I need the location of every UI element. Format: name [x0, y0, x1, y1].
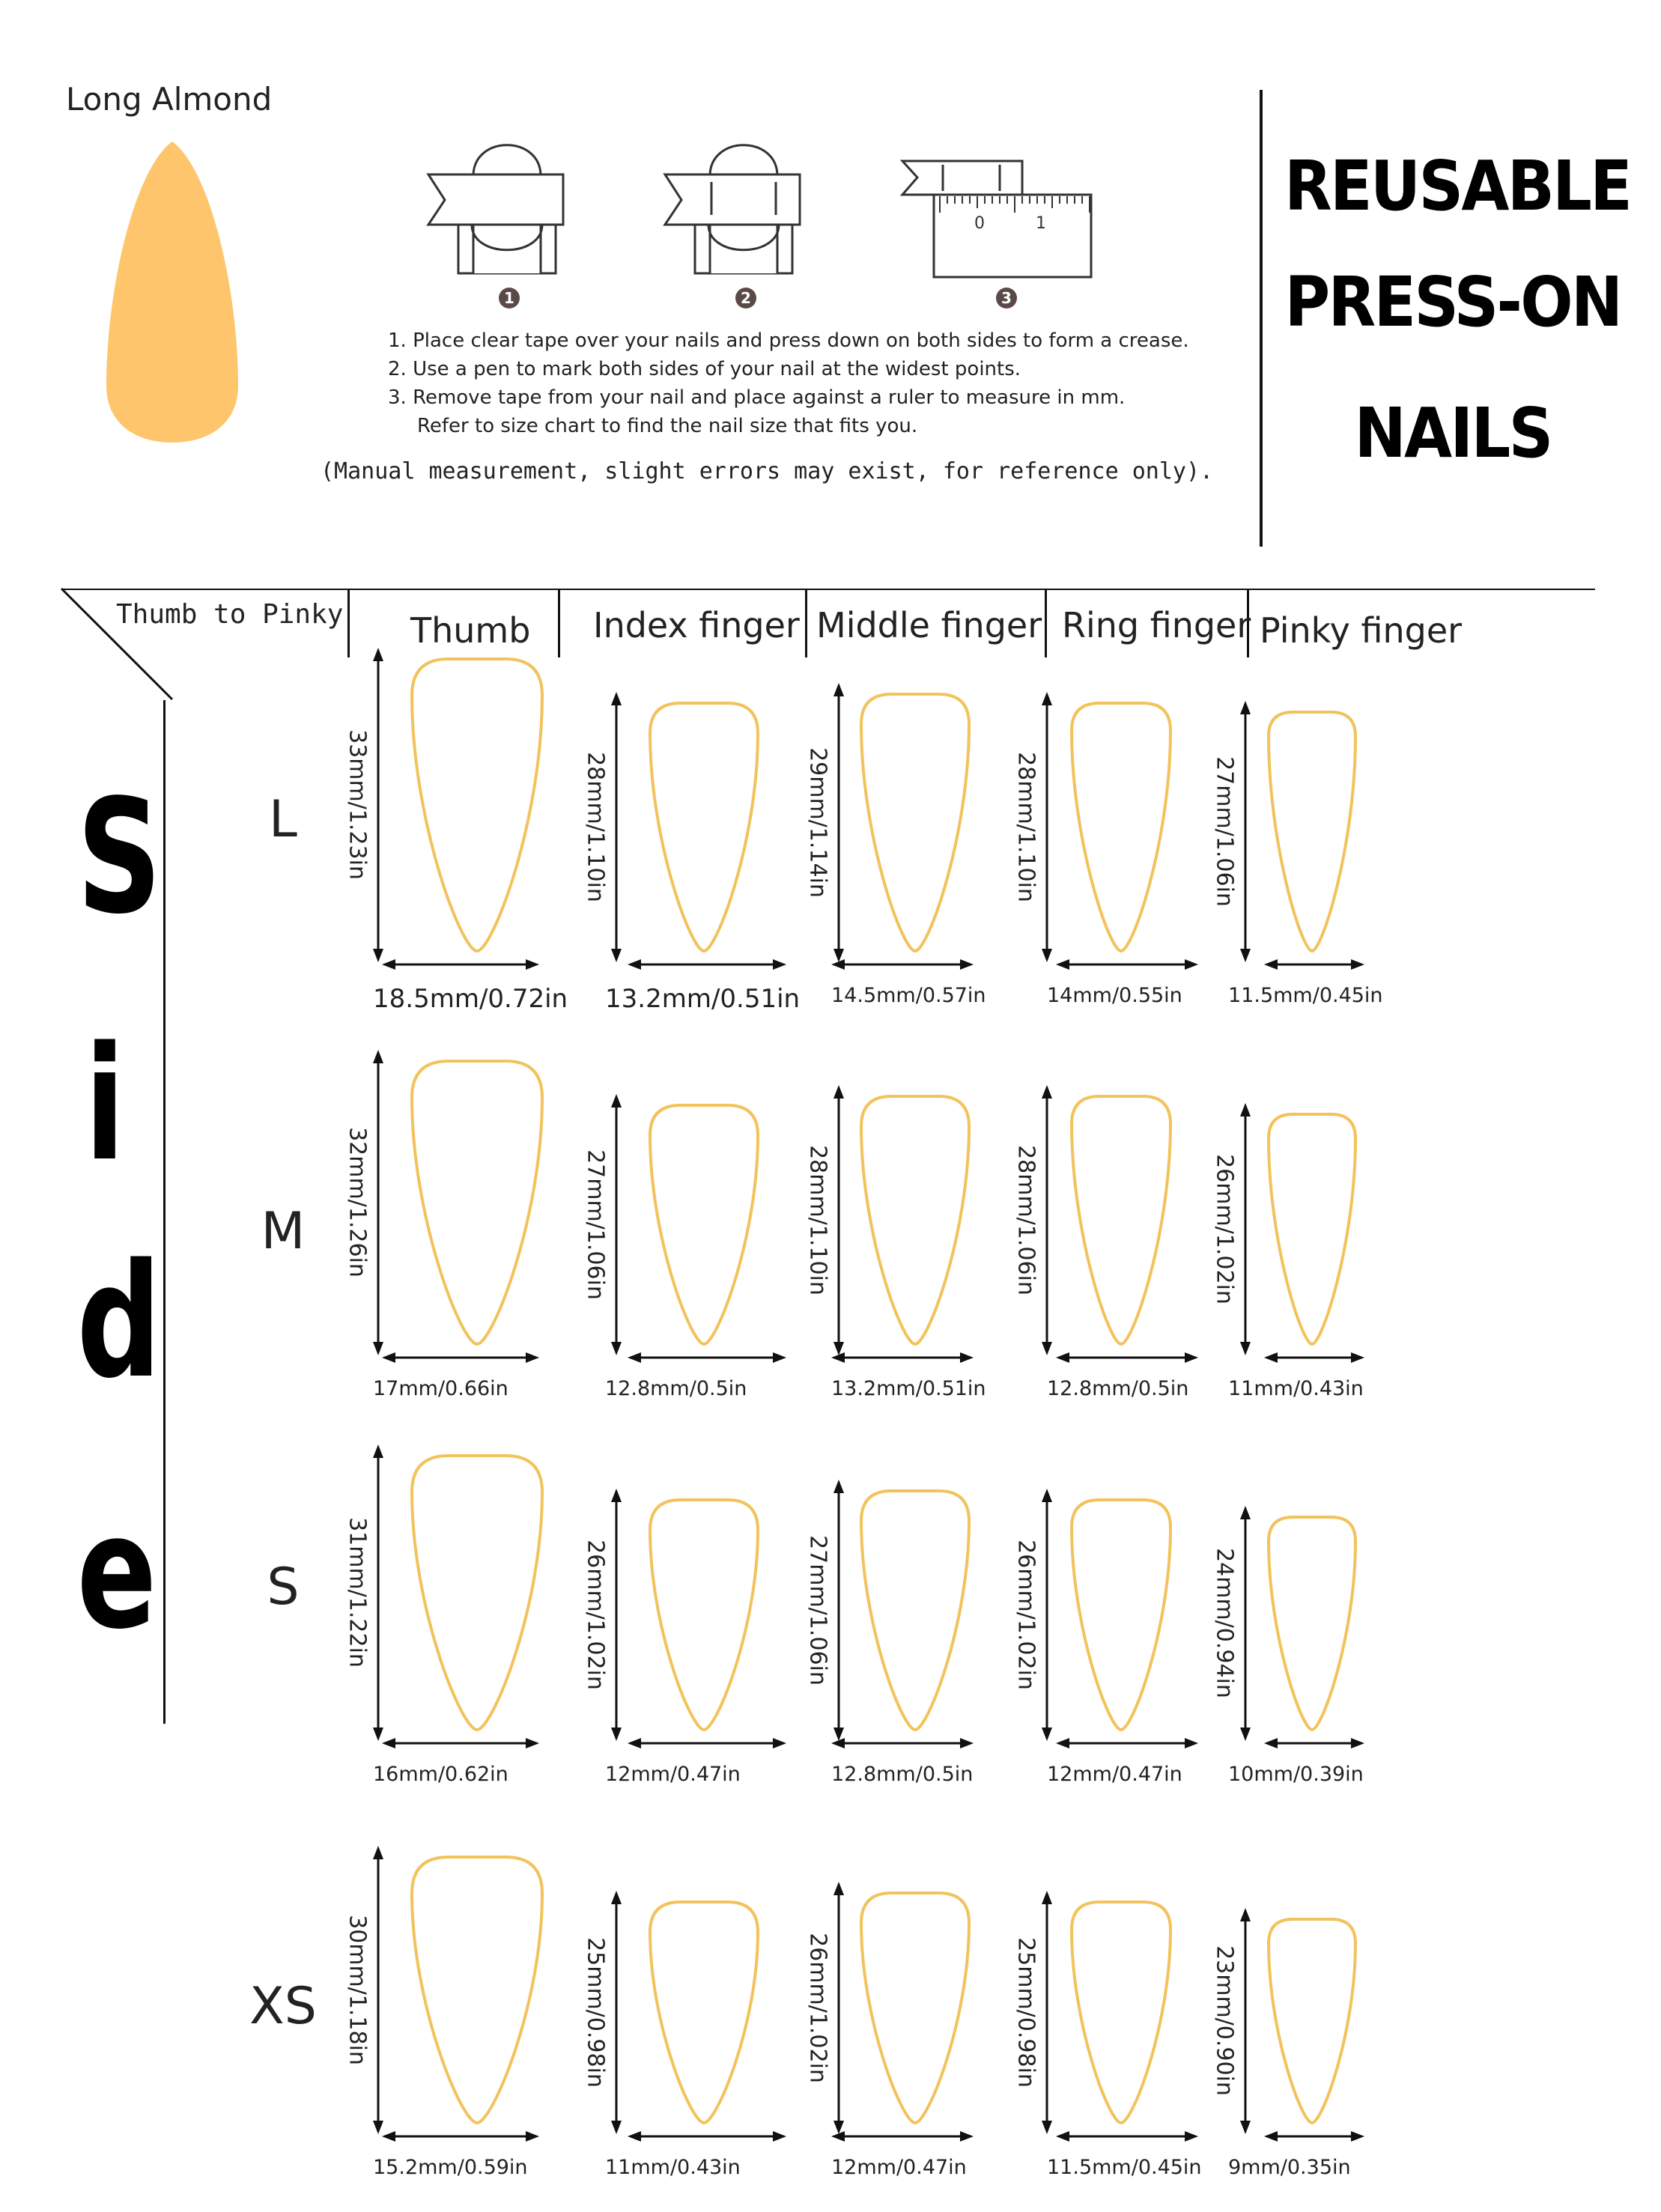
step-number-2: 2 — [735, 288, 756, 309]
width-label: 11.5mm/0.45in — [1228, 984, 1383, 1007]
step-1-diagram — [428, 131, 571, 277]
length-arrow — [605, 1891, 628, 2134]
length-label: 28mm/1.10in — [1012, 751, 1039, 902]
side-letter-e: e — [76, 1480, 157, 1664]
shape-name: Long Almond — [66, 81, 273, 118]
instruction-line-1: 1. Place clear tape over your nails and press down on both sides to form a crease. — [388, 329, 1189, 352]
length-label: 25mm/0.98in — [582, 1936, 609, 2088]
width-label: 17mm/0.66in — [373, 1377, 508, 1400]
instruction-line-3: 3. Remove tape from your nail and place against a ruler to measure in mm. — [388, 386, 1126, 409]
length-arrow — [605, 692, 628, 962]
width-arrow — [831, 1734, 974, 1752]
step-3-ruler-diagram — [902, 154, 1097, 281]
nail-outline-m-pinky — [1265, 1110, 1359, 1348]
column-separator — [1045, 589, 1047, 657]
length-label: 26mm/1.02in — [582, 1539, 609, 1690]
nail-outline-xs-thumb — [408, 1853, 546, 2127]
ruler-tick-0: 0 — [974, 214, 985, 233]
step-2-diagram — [665, 131, 807, 277]
width-arrow — [1264, 2127, 1364, 2145]
side-letter-s: S — [76, 765, 162, 949]
column-header-middle: Middle finger — [816, 605, 1042, 645]
length-label: 26mm/1.02in — [1211, 1153, 1238, 1304]
width-arrow — [1056, 1734, 1198, 1752]
nail-outline-s-index — [646, 1496, 762, 1734]
width-label: 16mm/0.62in — [373, 1763, 508, 1786]
length-label: 24mm/0.94in — [1211, 1548, 1238, 1698]
title-line-2: PRESS-ON — [1284, 262, 1621, 342]
length-label: 33mm/1.23in — [344, 729, 371, 880]
width-label: 12.8mm/0.5in — [831, 1763, 974, 1786]
width-arrow — [382, 2127, 539, 2145]
title-line-1: REUSABLE — [1284, 146, 1631, 226]
nail-outline-m-ring — [1068, 1093, 1174, 1348]
length-arrow — [1234, 1103, 1257, 1355]
width-arrow — [628, 1349, 786, 1367]
column-header-ring: Ring finger — [1062, 605, 1251, 645]
width-arrow — [1264, 1734, 1364, 1752]
length-arrow — [828, 683, 850, 962]
width-label: 18.5mm/0.72in — [373, 984, 568, 1014]
width-arrow — [1056, 2127, 1198, 2145]
length-arrow — [1036, 1489, 1058, 1741]
size-label-l: L — [269, 790, 297, 849]
nail-outline-xs-ring — [1068, 1898, 1174, 2127]
nail-outline-m-thumb — [408, 1057, 546, 1348]
length-arrow — [828, 1882, 850, 2134]
nail-outline-xs-middle — [857, 1889, 973, 2127]
length-arrow — [605, 1094, 628, 1355]
width-arrow — [831, 2127, 974, 2145]
ruler-tick-1: 1 — [1036, 214, 1046, 233]
nail-outline-l-index — [646, 699, 762, 955]
nail-outline-l-ring — [1068, 699, 1174, 955]
nail-outline-m-middle — [857, 1093, 973, 1348]
column-header-index: Index finger — [593, 605, 800, 645]
nail-outline-l-middle — [857, 690, 973, 955]
width-label: 13.2mm/0.51in — [831, 1377, 986, 1400]
width-arrow — [628, 1734, 786, 1752]
length-arrow — [605, 1489, 628, 1741]
length-label: 31mm/1.22in — [344, 1517, 371, 1668]
length-label: 27mm/1.06in — [1211, 756, 1238, 907]
width-arrow — [1056, 1349, 1198, 1367]
width-label: 9mm/0.35in — [1228, 2156, 1351, 2179]
size-label-s: S — [267, 1558, 300, 1617]
instruction-line-4: Refer to size chart to find the nail size that fits you. — [417, 415, 918, 437]
column-separator — [347, 589, 350, 657]
length-label: 27mm/1.06in — [804, 1534, 831, 1686]
width-label: 12mm/0.47in — [1047, 1763, 1182, 1786]
nail-outline-s-middle — [857, 1487, 973, 1734]
width-label: 14.5mm/0.57in — [831, 984, 986, 1007]
length-label: 25mm/0.98in — [1012, 1936, 1039, 2088]
nail-outline-s-ring — [1068, 1496, 1174, 1734]
width-arrow — [831, 1349, 974, 1367]
nail-outline-l-pinky — [1265, 708, 1359, 955]
length-label: 28mm/1.10in — [804, 1144, 831, 1295]
width-arrow — [1264, 955, 1364, 973]
length-arrow — [367, 648, 389, 962]
length-arrow — [1234, 1506, 1257, 1741]
length-arrow — [367, 1050, 389, 1355]
width-label: 12mm/0.47in — [605, 1763, 741, 1786]
width-label: 14mm/0.55in — [1047, 984, 1182, 1007]
instruction-line-2: 2. Use a pen to mark both sides of your nail at the widest points. — [388, 358, 1021, 380]
nail-shape-illustration — [97, 139, 247, 446]
length-label: 23mm/0.90in — [1211, 1945, 1238, 2096]
nail-outline-xs-index — [646, 1898, 762, 2127]
nail-outline-xs-pinky — [1265, 1915, 1359, 2127]
length-arrow — [367, 1444, 389, 1741]
width-arrow — [382, 955, 539, 973]
width-label: 12.8mm/0.5in — [1047, 1377, 1189, 1400]
nail-outline-s-pinky — [1265, 1513, 1359, 1734]
length-arrow — [1036, 1085, 1058, 1355]
width-label: 10mm/0.39in — [1228, 1763, 1364, 1786]
length-label: 26mm/1.02in — [1012, 1539, 1039, 1690]
table-top-rule — [61, 589, 1595, 590]
width-label: 11mm/0.43in — [1228, 1377, 1364, 1400]
side-letter-d: d — [76, 1230, 162, 1413]
side-rule — [163, 700, 166, 1724]
length-arrow — [828, 1480, 850, 1741]
header-divider — [1260, 90, 1263, 547]
width-arrow — [1264, 1349, 1364, 1367]
width-label: 12mm/0.47in — [831, 2156, 967, 2179]
length-label: 32mm/1.26in — [344, 1127, 371, 1277]
column-separator — [805, 589, 807, 657]
length-arrow — [1234, 701, 1257, 962]
width-label: 13.2mm/0.51in — [605, 984, 801, 1014]
length-label: 28mm/1.10in — [582, 751, 609, 902]
length-label: 28mm/1.06in — [1012, 1144, 1039, 1295]
length-label: 30mm/1.18in — [344, 1914, 371, 2065]
step-number-3: 3 — [996, 288, 1017, 309]
length-arrow — [1036, 692, 1058, 962]
measurement-note: (Manual measurement, slight errors may exist, for reference only). — [321, 458, 1214, 484]
length-label: 29mm/1.14in — [804, 747, 831, 898]
length-arrow — [367, 1846, 389, 2134]
step-number-1: 1 — [499, 288, 520, 309]
column-separator — [558, 589, 560, 657]
width-arrow — [628, 955, 786, 973]
corner-label: Thumb to Pinky — [116, 599, 344, 630]
width-arrow — [831, 955, 974, 973]
width-label: 11mm/0.43in — [605, 2156, 741, 2179]
size-label-xs: XS — [249, 1977, 317, 2036]
length-arrow — [1234, 1908, 1257, 2134]
size-label-m: M — [261, 1202, 306, 1261]
length-label: 26mm/1.02in — [804, 1932, 831, 2083]
length-arrow — [828, 1085, 850, 1355]
column-header-thumb: Thumb — [410, 610, 531, 651]
length-label: 27mm/1.06in — [582, 1149, 609, 1300]
nail-outline-l-thumb — [408, 655, 546, 955]
nail-outline-s-thumb — [408, 1452, 546, 1734]
width-label: 11.5mm/0.45in — [1047, 2156, 1202, 2179]
nail-outline-m-index — [646, 1102, 762, 1348]
width-arrow — [1056, 955, 1198, 973]
length-arrow — [1036, 1891, 1058, 2134]
title-line-3: NAILS — [1354, 393, 1552, 473]
column-header-pinky: Pinky finger — [1260, 610, 1463, 651]
width-arrow — [382, 1734, 539, 1752]
side-letter-i: i — [85, 1012, 125, 1196]
width-arrow — [382, 1349, 539, 1367]
width-label: 12.8mm/0.5in — [605, 1377, 747, 1400]
width-label: 15.2mm/0.59in — [373, 2156, 528, 2179]
width-arrow — [628, 2127, 786, 2145]
